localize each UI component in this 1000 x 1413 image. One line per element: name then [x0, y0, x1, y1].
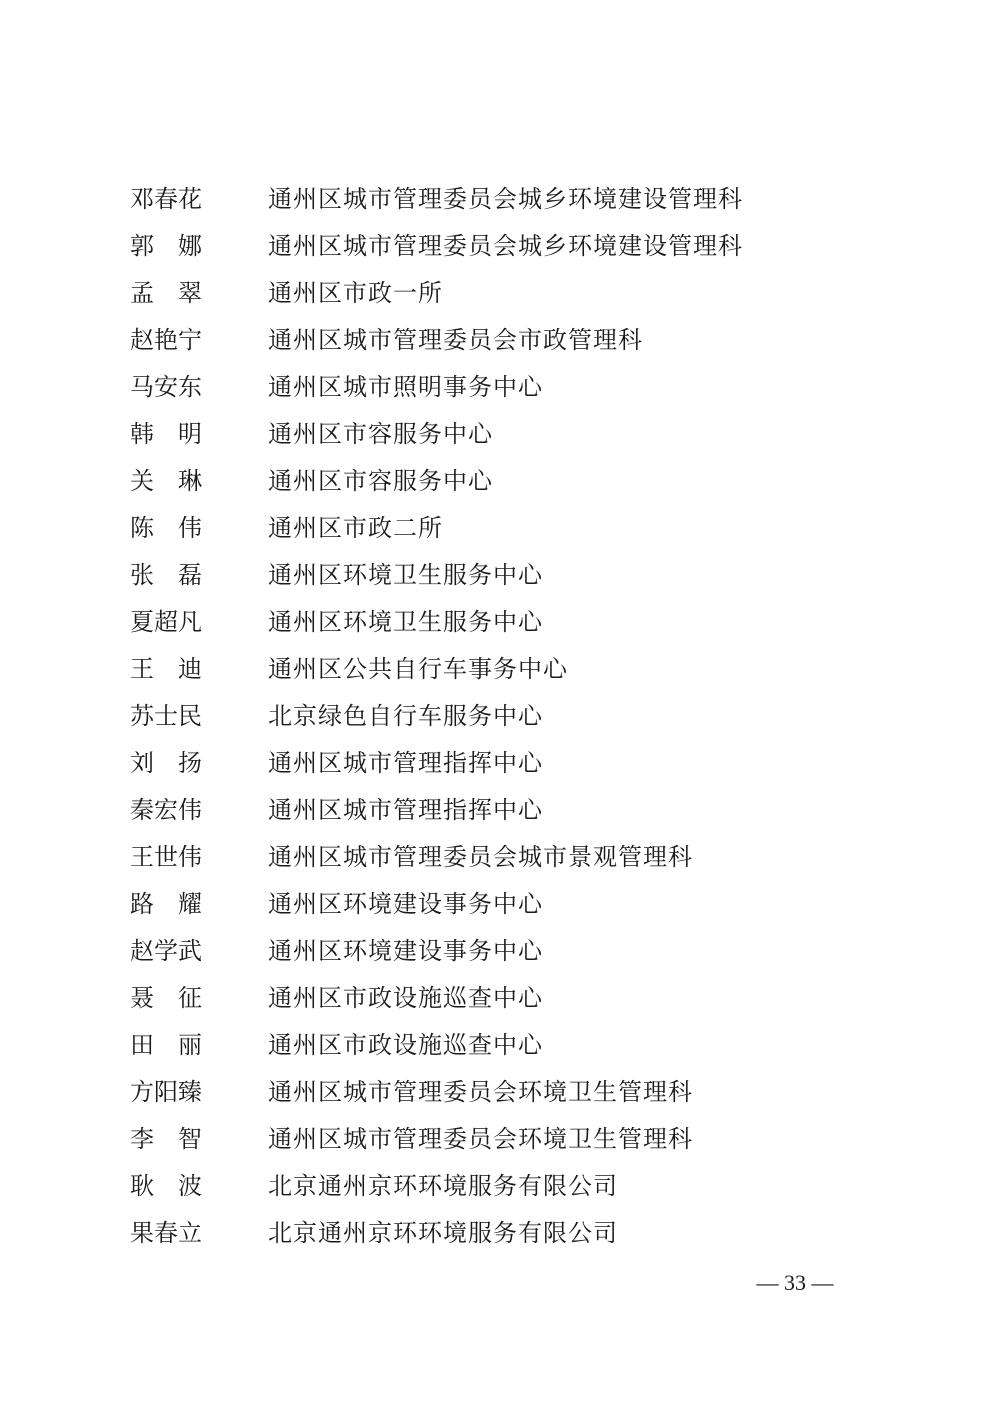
list-item — [130, 1116, 850, 1163]
person-name: 张 磊 — [130, 561, 202, 589]
person-name: 夏超凡 — [130, 608, 202, 636]
list-item — [130, 270, 850, 317]
organization-name: 北京通州京环环境服务有限公司 — [268, 1172, 618, 1200]
organization-name: 通州区市容服务中心 — [268, 467, 493, 495]
list-item — [130, 787, 850, 834]
list-item — [130, 458, 850, 505]
organization-name: 通州区城市管理指挥中心 — [268, 749, 543, 777]
organization-name: 通州区市政一所 — [268, 279, 443, 307]
page-number: — 33 — — [756, 1270, 834, 1295]
list-item — [130, 1210, 850, 1257]
person-name: 韩 明 — [130, 420, 202, 448]
person-name: 关 琳 — [130, 467, 202, 495]
list-item — [130, 223, 850, 270]
organization-name: 通州区城市管理委员会环境卫生管理科 — [268, 1125, 693, 1153]
person-name: 赵学武 — [130, 937, 202, 965]
person-name: 孟 翠 — [130, 279, 202, 307]
organization-name: 北京通州京环环境服务有限公司 — [268, 1219, 618, 1247]
list-item — [130, 693, 850, 740]
list-item — [130, 1163, 850, 1210]
organization-name: 通州区城市管理委员会城乡环境建设管理科 — [268, 232, 743, 260]
organization-name: 通州区城市管理指挥中心 — [268, 796, 543, 824]
list-item — [130, 364, 850, 411]
list-item — [130, 740, 850, 787]
person-name: 陈 伟 — [130, 514, 202, 542]
list-item — [130, 881, 850, 928]
list-item — [130, 1022, 850, 1069]
name-list — [130, 176, 850, 1257]
organization-name: 北京绿色自行车服务中心 — [268, 702, 543, 730]
person-name: 耿 波 — [130, 1172, 202, 1200]
person-name: 方阳臻 — [130, 1078, 202, 1106]
organization-name: 通州区市容服务中心 — [268, 420, 493, 448]
organization-name: 通州区城市管理委员会城市景观管理科 — [268, 843, 693, 871]
organization-name: 通州区环境卫生服务中心 — [268, 608, 543, 636]
person-name: 王 迪 — [130, 655, 202, 683]
person-name: 聂 征 — [130, 984, 202, 1012]
person-name: 果春立 — [130, 1219, 202, 1247]
person-name: 田 丽 — [130, 1031, 202, 1059]
person-name: 路 耀 — [130, 890, 202, 918]
list-item — [130, 928, 850, 975]
person-name: 苏士民 — [130, 702, 202, 730]
person-name: 刘 扬 — [130, 749, 202, 777]
list-item — [130, 646, 850, 693]
organization-name: 通州区公共自行车事务中心 — [268, 655, 568, 683]
organization-name: 通州区环境卫生服务中心 — [268, 561, 543, 589]
organization-name: 通州区市政设施巡查中心 — [268, 1031, 543, 1059]
person-name: 郭 娜 — [130, 232, 202, 260]
list-item — [130, 975, 850, 1022]
organization-name: 通州区环境建设事务中心 — [268, 890, 543, 918]
list-item — [130, 1069, 850, 1116]
organization-name: 通州区市政二所 — [268, 514, 443, 542]
person-name: 秦宏伟 — [130, 796, 202, 824]
organization-name: 通州区市政设施巡查中心 — [268, 984, 543, 1012]
list-item — [130, 317, 850, 364]
organization-name: 通州区城市管理委员会环境卫生管理科 — [268, 1078, 693, 1106]
list-item — [130, 411, 850, 458]
list-item — [130, 834, 850, 881]
organization-name: 通州区城市管理委员会市政管理科 — [268, 326, 643, 354]
organization-name: 通州区城市管理委员会城乡环境建设管理科 — [268, 185, 743, 213]
person-name: 李 智 — [130, 1125, 202, 1153]
person-name: 赵艳宁 — [130, 326, 202, 354]
list-item — [130, 505, 850, 552]
person-name: 邓春花 — [130, 185, 202, 213]
list-item — [130, 552, 850, 599]
organization-name: 通州区环境建设事务中心 — [268, 937, 543, 965]
organization-name: 通州区城市照明事务中心 — [268, 373, 543, 401]
list-item — [130, 176, 850, 223]
person-name: 马安东 — [130, 373, 202, 401]
person-name: 王世伟 — [130, 843, 202, 871]
list-item — [130, 599, 850, 646]
